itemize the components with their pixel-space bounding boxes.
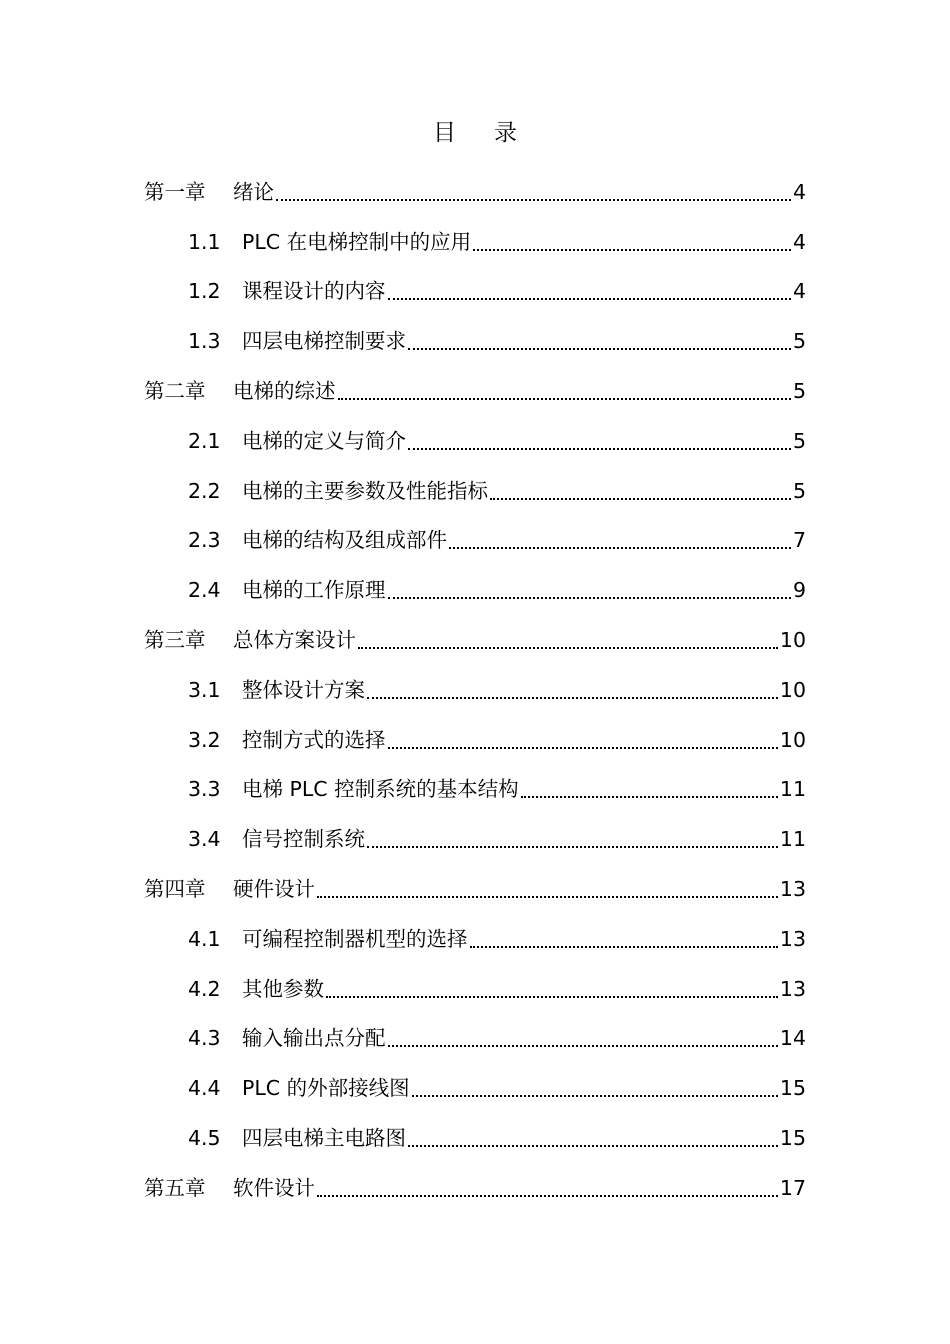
toc-entry-number: 第五章: [144, 1175, 206, 1200]
toc-entry-title: 电梯的主要参数及性能指标: [242, 478, 488, 503]
toc-section-entry[interactable]: [144, 1009, 806, 1059]
toc-entry-title: 电梯 PLC 控制系统的基本结构: [242, 777, 519, 802]
toc-section-entry[interactable]: [144, 1058, 806, 1108]
toc-entry-page: 5: [792, 478, 806, 503]
toc-dot-leader: [358, 647, 778, 649]
toc-entry-number: 1.1: [188, 229, 221, 254]
toc-entry-page: 17: [779, 1175, 806, 1200]
toc-entry-title: PLC 的外部接线图: [242, 1076, 410, 1101]
toc-dot-leader: [408, 1145, 778, 1147]
toc-entry-number: 4.1: [188, 926, 221, 951]
toc-section-entry[interactable]: [144, 959, 806, 1009]
toc-section-entry[interactable]: [144, 909, 806, 959]
toc-chapter-entry[interactable]: [144, 162, 806, 212]
toc-section-entry[interactable]: [144, 311, 806, 361]
toc-entry-title: 电梯的定义与简介: [242, 428, 406, 453]
toc-entry-title: 硬件设计: [233, 876, 315, 901]
toc-entry-page: 9: [792, 578, 806, 603]
toc-entry-page: 10: [779, 627, 806, 652]
toc-entry-title: 四层电梯主电路图: [242, 1125, 406, 1150]
toc-entry-title: 信号控制系统: [242, 827, 365, 852]
toc-entry-page: 10: [779, 727, 806, 752]
toc-entry-page: 5: [792, 428, 806, 453]
toc-section-entry[interactable]: [144, 660, 806, 710]
toc-section-entry[interactable]: [144, 1108, 806, 1158]
toc-entry-page: 11: [779, 827, 806, 852]
toc-entry-number: 2.4: [188, 578, 221, 603]
toc-entry-page: 4: [792, 229, 806, 254]
toc-title: 目录: [433, 120, 555, 146]
toc-entry-page: 13: [779, 926, 806, 951]
toc-entry-number: 1.2: [188, 279, 221, 304]
toc-entry-title: 可编程控制器机型的选择: [242, 926, 468, 951]
toc-entry-title: PLC 在电梯控制中的应用: [242, 229, 472, 254]
toc-entry-title: 四层电梯控制要求: [242, 329, 406, 354]
toc-entry-number: 3.3: [188, 777, 221, 802]
toc-section-entry[interactable]: [144, 560, 806, 610]
toc-entry-title: 绪论: [233, 179, 274, 204]
toc-chapter-entry[interactable]: [144, 361, 806, 411]
toc-entry-number: 3.2: [188, 727, 221, 752]
toc-entry-page: 10: [779, 677, 806, 702]
toc-entry-number: 1.3: [188, 329, 221, 354]
toc-dot-leader: [388, 298, 791, 300]
toc-entry-title: 整体设计方案: [242, 677, 365, 702]
toc-entry-page: 5: [792, 378, 806, 403]
toc-section-entry[interactable]: [144, 710, 806, 760]
toc-dot-leader: [367, 846, 778, 848]
toc-entry-number: 2.3: [188, 528, 221, 553]
toc-dot-leader: [473, 249, 791, 251]
toc-dot-leader: [388, 747, 778, 749]
toc-dot-leader: [367, 697, 778, 699]
toc-dot-leader: [449, 547, 791, 549]
toc-entry-title: 其他参数: [242, 976, 324, 1001]
toc-entry-number: 4.2: [188, 976, 221, 1001]
toc-section-entry[interactable]: [144, 809, 806, 859]
toc-dot-leader: [276, 199, 791, 201]
toc-section-entry[interactable]: [144, 760, 806, 810]
toc-entry-page: 11: [779, 777, 806, 802]
toc-entry-page: 5: [792, 329, 806, 354]
toc-entry-number: 第四章: [144, 876, 206, 901]
toc-entry-page: 14: [779, 1026, 806, 1051]
toc-section-entry[interactable]: [144, 511, 806, 561]
toc-dot-leader: [490, 498, 791, 500]
toc-entry-page: 15: [779, 1076, 806, 1101]
toc-entry-number: 2.2: [188, 478, 221, 503]
toc-chapter-entry[interactable]: [144, 610, 806, 660]
toc-section-entry[interactable]: [144, 461, 806, 511]
toc-entry-page: 4: [792, 179, 806, 204]
toc-entry-page: 13: [779, 876, 806, 901]
toc-dot-leader: [326, 996, 778, 998]
toc-entry-number: 3.1: [188, 677, 221, 702]
toc-entry-number: 3.4: [188, 827, 221, 852]
toc-dot-leader: [317, 1195, 778, 1197]
toc-dot-leader: [412, 1095, 778, 1097]
toc-section-entry[interactable]: [144, 411, 806, 461]
toc-dot-leader: [521, 796, 778, 798]
toc-entry-page: 4: [792, 279, 806, 304]
toc-chapter-entry[interactable]: [144, 1158, 806, 1208]
toc-entry-number: 第一章: [144, 179, 206, 204]
toc-entry-title: 总体方案设计: [233, 627, 356, 652]
toc-entry-page: 7: [792, 528, 806, 553]
toc-entry-title: 软件设计: [233, 1175, 315, 1200]
toc-dot-leader: [470, 946, 778, 948]
toc-entry-number: 第二章: [144, 378, 206, 403]
toc-chapter-entry[interactable]: [144, 859, 806, 909]
toc-entry-number: 2.1: [188, 428, 221, 453]
toc-entry-title: 输入输出点分配: [242, 1026, 386, 1051]
toc-entry-title: 电梯的综述: [233, 378, 336, 403]
toc-entry-title: 电梯的工作原理: [242, 578, 386, 603]
toc-entry-page: 15: [779, 1125, 806, 1150]
toc-dot-leader: [317, 896, 778, 898]
toc-dot-leader: [408, 348, 791, 350]
toc-dot-leader: [338, 398, 791, 400]
toc-dot-leader: [388, 1045, 778, 1047]
toc-entry-title: 电梯的结构及组成部件: [242, 528, 447, 553]
toc-entry-number: 4.3: [188, 1026, 221, 1051]
toc-section-entry[interactable]: [144, 262, 806, 312]
toc-entry-title: 控制方式的选择: [242, 727, 386, 752]
toc-dot-leader: [408, 448, 791, 450]
toc-entry-number: 第三章: [144, 627, 206, 652]
toc-entry-title: 课程设计的内容: [242, 279, 386, 304]
toc-entry-number: 4.4: [188, 1076, 221, 1101]
toc-list: [144, 162, 806, 1208]
toc-entry-number: 4.5: [188, 1125, 221, 1150]
toc-entry-page: 13: [779, 976, 806, 1001]
toc-dot-leader: [388, 597, 791, 599]
toc-section-entry[interactable]: [144, 212, 806, 262]
